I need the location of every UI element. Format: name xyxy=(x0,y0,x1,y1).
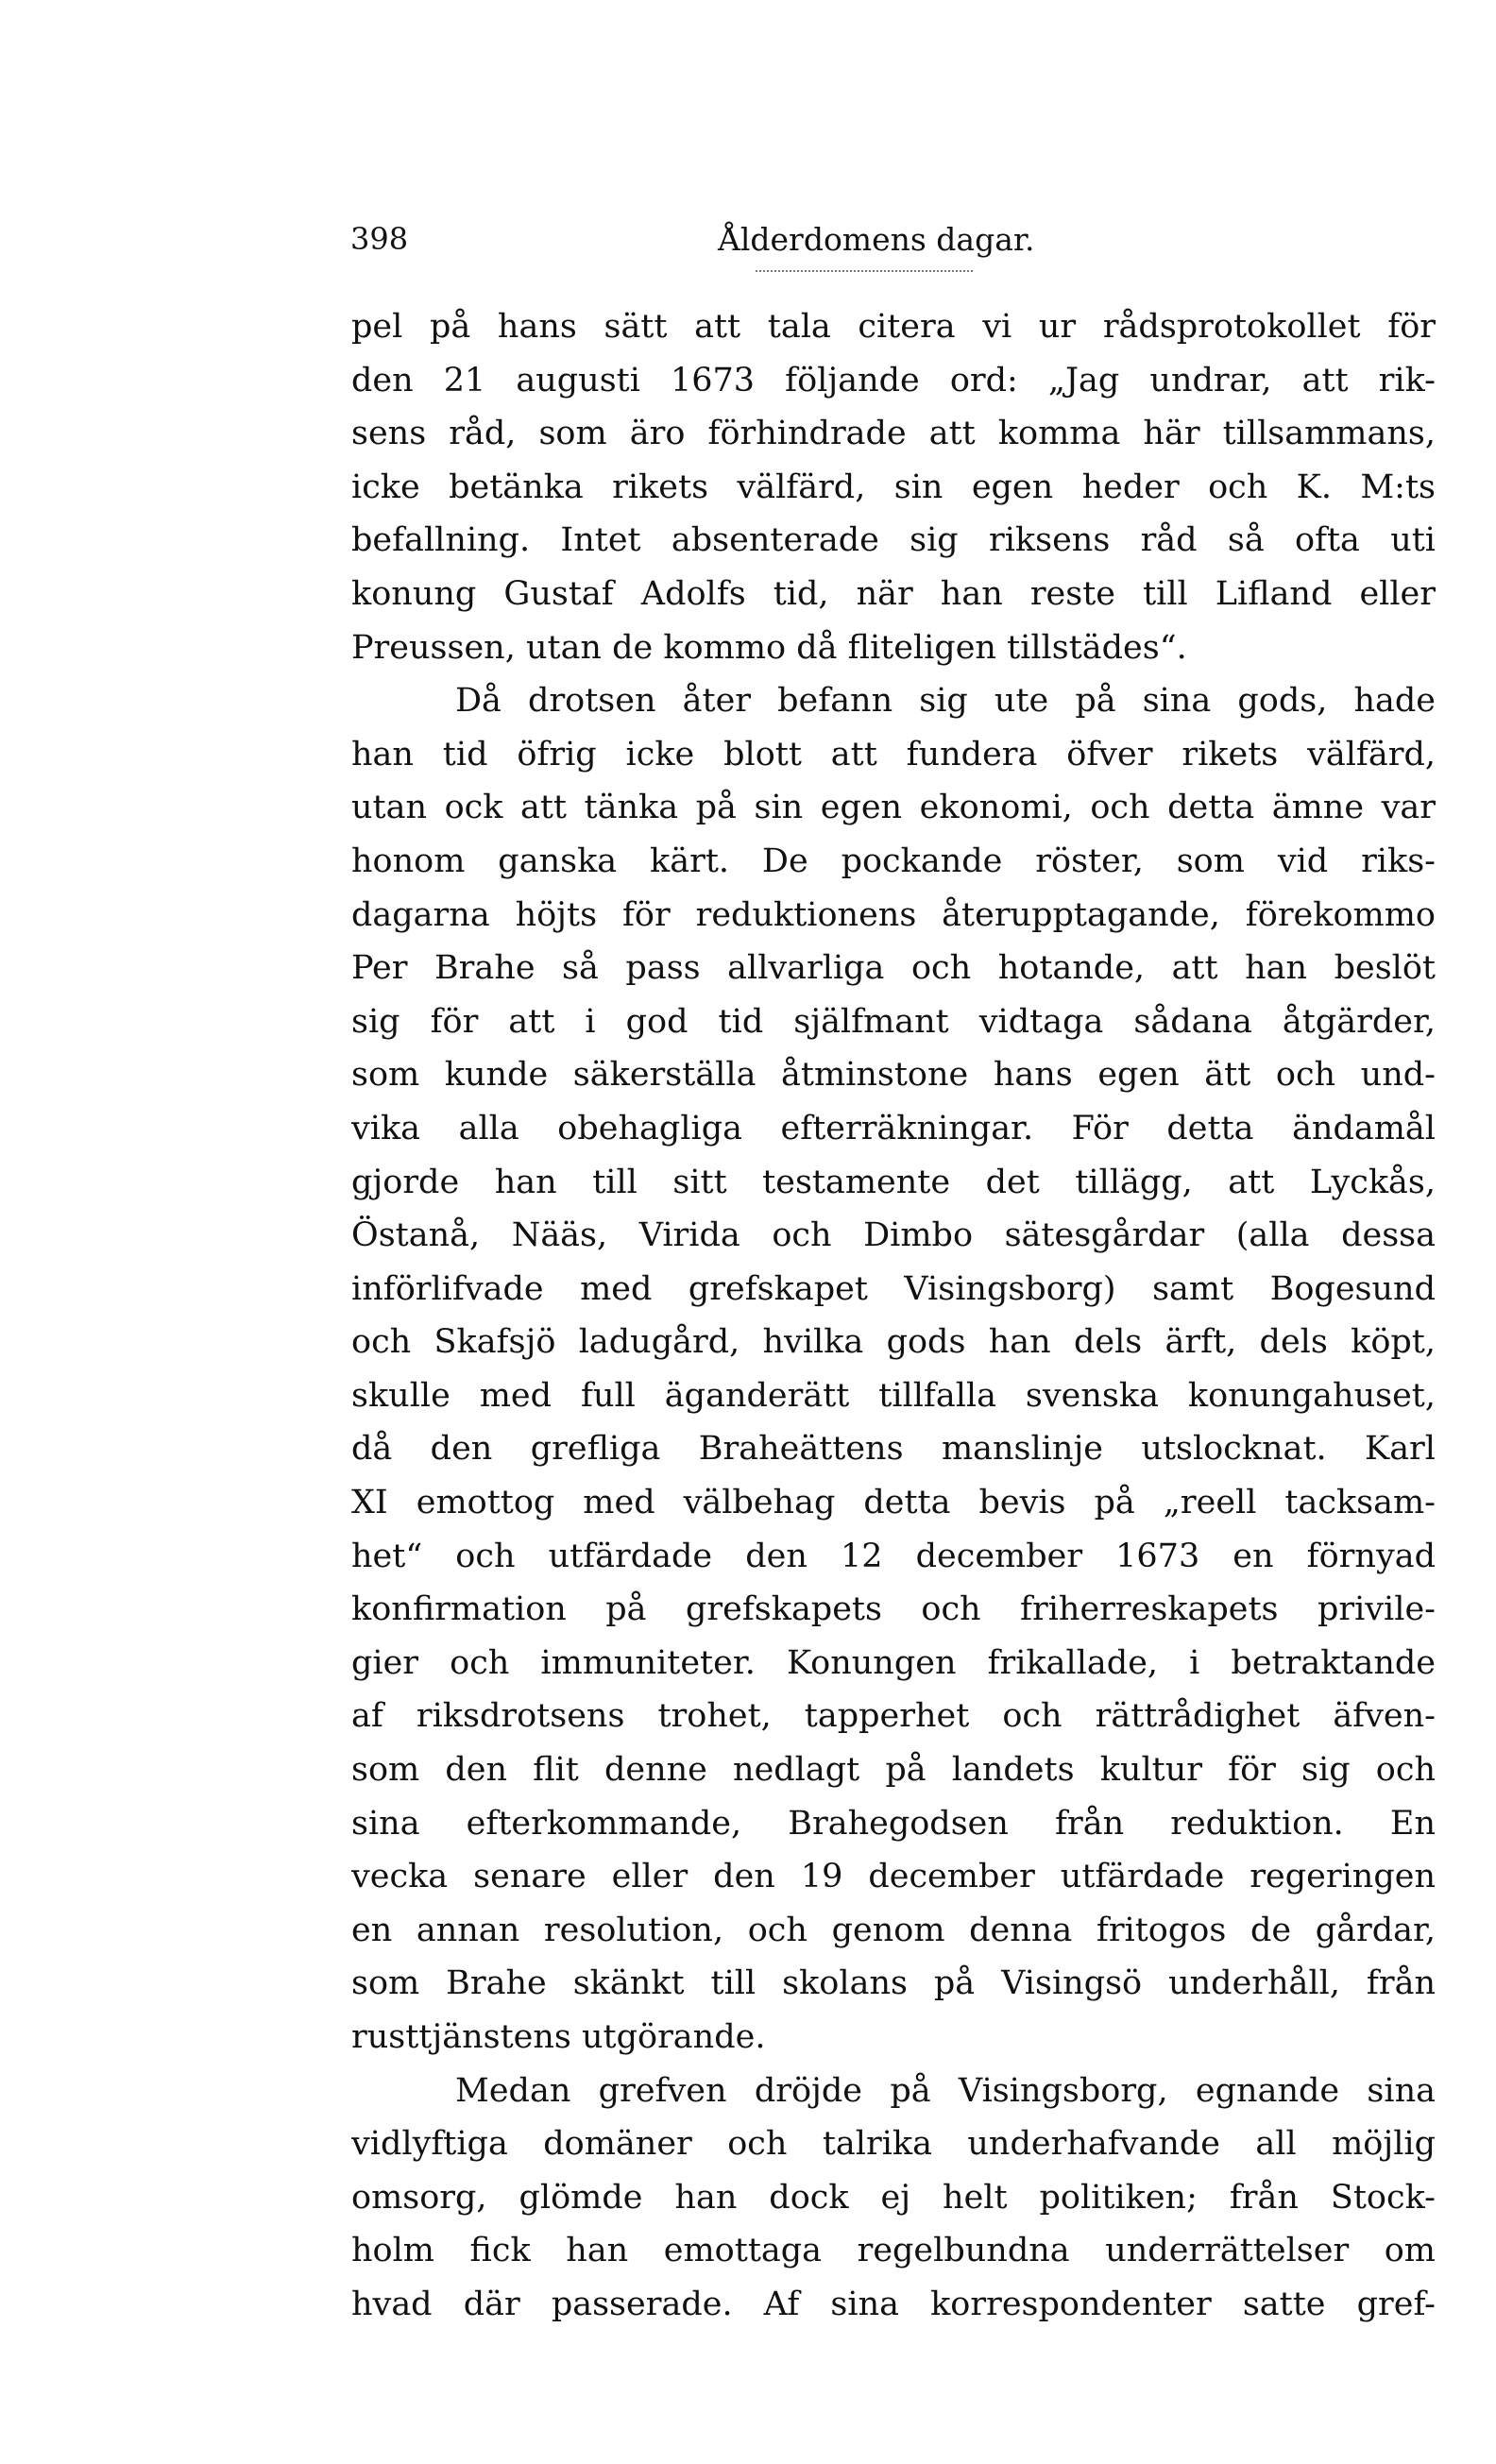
page-header xyxy=(0,221,1496,278)
text-line: icke betänka rikets välfärd, sin egen heder och K. M:ts xyxy=(351,467,1436,506)
text-line: holm fick han emottaga regelbundna underrättelser om xyxy=(351,2232,1436,2270)
text-line: en annan resolution, och genom denna fritogos de gårdar, xyxy=(351,1911,1436,1949)
text-line: Medan grefven dröjde på Visingsborg, egnande sina xyxy=(455,2071,1436,2110)
text-line: som kunde säkerställa åtminstone hans egen ätt och und- xyxy=(351,1056,1436,1095)
text-line: sens råd, som äro förhindrade att komma här tillsammans, xyxy=(351,415,1436,453)
text-line: han tid öfrig icke blott att fundera öfver rikets välfärd, xyxy=(351,735,1436,773)
text-line: skulle med full äganderätt tillfalla svenska konungahuset, xyxy=(351,1376,1436,1415)
running-title: Ålderdomens dagar. xyxy=(718,221,1035,258)
text-line: som den flit denne nedlagt på landets kultur för sig och xyxy=(351,1751,1436,1790)
body-text xyxy=(351,300,1436,2332)
text-line: gjorde han till sitt testamente det tillägg, att Lyckås, xyxy=(351,1163,1436,1201)
text-line: omsorg, glömde han dock ej helt politiken; från Stock- xyxy=(351,2178,1436,2217)
text-line: af riksdrotsens trohet, tapperhet och rättrådighet äfven- xyxy=(351,1697,1436,1736)
text-line: sig för att i god tid själfmant vidtaga sådana åtgärder, xyxy=(351,1002,1436,1041)
text-line: Per Brahe så pass allvarliga och hotande, att han beslöt xyxy=(351,949,1436,988)
text-line: införlifvade med grefskapet Visingsborg) samt Bogesund xyxy=(351,1269,1436,1308)
text-line: rusttjänstens utgörande. xyxy=(351,2018,766,2056)
header-rule xyxy=(756,270,973,272)
text-line: Då drotsen åter befann sig ute på sina gods, hade xyxy=(455,682,1436,721)
text-line: het“ och utfärdade den 12 december 1673 en förnyad xyxy=(351,1537,1436,1575)
text-line: Preussen, utan de kommo då fliteligen tillstädes“. xyxy=(351,628,1187,667)
text-line: pel på hans sätt att tala citera vi ur rådsprotokollet för xyxy=(351,308,1436,346)
text-line: då den grefliga Braheättens manslinje utslocknat. Karl xyxy=(351,1430,1436,1469)
text-line: utan ock att tänka på sin egen ekonomi, och detta ämne var xyxy=(351,789,1436,827)
text-line: konfirmation på grefskapets och friherreskapets privile- xyxy=(351,1590,1436,1629)
text-line: XI emottog med välbehag detta bevis på „reell tacksam- xyxy=(351,1484,1436,1522)
text-line: gier och immuniteter. Konungen frikallade, i betraktande xyxy=(351,1643,1436,1682)
text-line: sina efterkommande, Brahegodsen från reduktion. En xyxy=(351,1804,1436,1843)
text-line: befallning. Intet absenterade sig riksens råd så ofta uti xyxy=(351,521,1436,560)
text-line: dagarna höjts för reduktionens återupptagande, förekommo xyxy=(351,895,1436,934)
text-line: och Skafsjö ladugård, hvilka gods han dels ärft, dels köpt, xyxy=(351,1323,1436,1362)
text-line: konung Gustaf Adolfs tid, när han reste till Lifland eller xyxy=(351,574,1436,613)
text-line: Östanå, Nääs, Virida och Dimbo sätesgårdar (alla dessa xyxy=(351,1216,1436,1255)
page-number: 398 xyxy=(350,221,409,257)
text-line: hvad där passerade. Af sina korrespondenter satte gref- xyxy=(351,2285,1436,2323)
text-line: vidlyftiga domäner och talrika underhafvande all möjlig xyxy=(351,2125,1436,2164)
text-line: som Brahe skänkt till skolans på Visingsö underhåll, från xyxy=(351,1964,1436,2003)
text-line: vika alla obehagliga efterräkningar. För detta ändamål xyxy=(351,1109,1436,1147)
text-line: vecka senare eller den 19 december utfärdade regeringen xyxy=(351,1858,1436,1896)
text-line: honom ganska kärt. De pockande röster, som vid riks- xyxy=(351,841,1436,880)
text-line: den 21 augusti 1673 följande ord: „Jag undrar, att rik- xyxy=(351,361,1436,399)
